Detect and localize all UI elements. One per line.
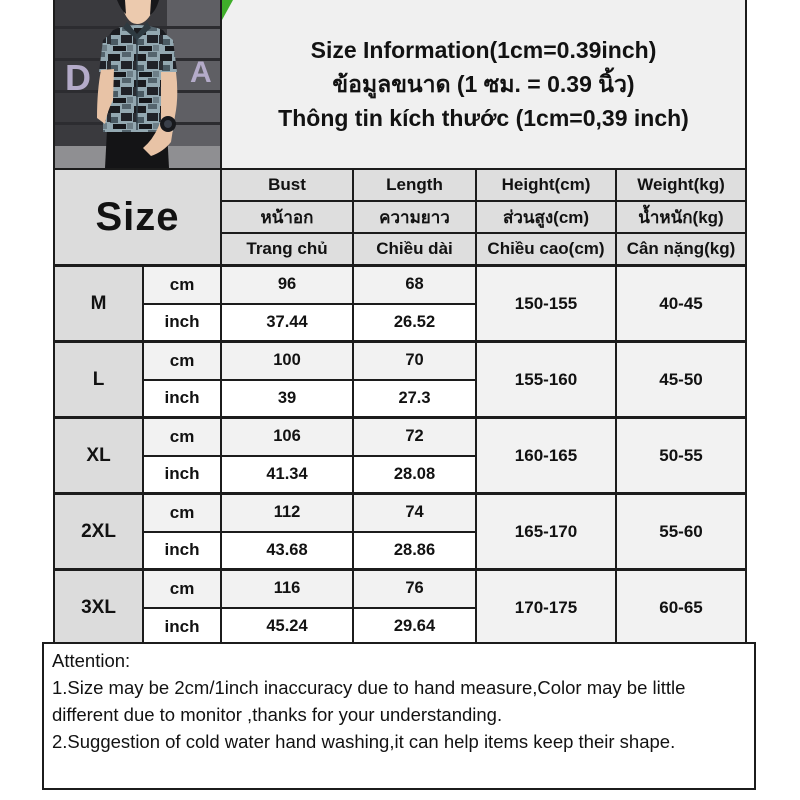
xl-bust-cm: 106 [221,418,353,456]
3xl-bust-cm: 116 [221,570,353,608]
backdrop-letter-left: D [65,57,91,98]
size-information-table [53,0,747,647]
header-length-th: ความยาว [353,201,476,233]
size-label-m: M [54,266,143,342]
2xl-bust-cm: 112 [221,494,353,532]
xl-unit-cm: cm [143,418,221,456]
m-height-range: 150-155 [476,266,616,342]
l-length-cm: 70 [353,342,476,380]
2xl-weight-range: 55-60 [616,494,746,570]
header-bust-en: Bust [221,169,353,201]
header-weight-en: Weight(kg) [616,169,746,201]
2xl-height-range: 165-170 [476,494,616,570]
header-bust-th: หน้าอก [221,201,353,233]
xl-length-inch: 28.08 [353,456,476,494]
xl-unit-inch: inch [143,456,221,494]
2xl-unit-inch: inch [143,532,221,570]
attention-note-2: 2.Suggestion of cold water hand washing,it can help items keep their shape. [52,731,676,752]
xl-weight-range: 50-55 [616,418,746,494]
header-weight-vi: Cân nặng(kg) [616,233,746,266]
2xl-bust-inch: 43.68 [221,532,353,570]
xl-length-cm: 72 [353,418,476,456]
l-bust-cm: 100 [221,342,353,380]
title-thai: ข้อมูลขนาด (1 ซม. = 0.39 นิ้ว) [332,71,635,97]
l-unit-cm: cm [143,342,221,380]
size-info-title-block [221,0,746,169]
l-unit-inch: inch [143,380,221,418]
header-height-en: Height(cm) [476,169,616,201]
backdrop-letter-right: A [190,56,212,89]
header-bust-vi: Trang chủ [221,233,353,266]
size-label-xl: XL [54,418,143,494]
model-photo-illustration [55,0,220,168]
3xl-unit-cm: cm [143,570,221,608]
m-length-cm: 68 [353,266,476,304]
attention-heading: Attention: [52,650,131,671]
product-photo [54,0,221,169]
xl-height-range: 160-165 [476,418,616,494]
m-unit-inch: inch [143,304,221,342]
header-height-vi: Chiều cao(cm) [476,233,616,266]
3xl-unit-inch: inch [143,608,221,646]
m-weight-range: 40-45 [616,266,746,342]
attention-note-1: 1.Size may be 2cm/1inch inaccuracy due to hand measure,Color may be little different due to monitor ,thanks for your understanding. [52,677,686,725]
header-length-en: Length [353,169,476,201]
header-length-vi: Chiều dài [353,233,476,266]
title-vietnamese: Thông tin kích thước (1cm=0,39 inch) [278,105,689,131]
l-weight-range: 45-50 [616,342,746,418]
2xl-length-cm: 74 [353,494,476,532]
2xl-unit-cm: cm [143,494,221,532]
header-weight-th: น้ำหนัก(kg) [616,201,746,233]
size-label-3xl: 3XL [54,570,143,646]
m-bust-inch: 37.44 [221,304,353,342]
3xl-length-cm: 76 [353,570,476,608]
3xl-weight-range: 60-65 [616,570,746,646]
title-english: Size Information(1cm=0.39inch) [310,37,657,63]
size-label-l: L [54,342,143,418]
attention-notes-box [42,642,756,790]
m-length-inch: 26.52 [353,304,476,342]
l-bust-inch: 39 [221,380,353,418]
green-corner-accent [222,0,233,20]
xl-bust-inch: 41.34 [221,456,353,494]
size-label-2xl: 2XL [54,494,143,570]
3xl-bust-inch: 45.24 [221,608,353,646]
l-height-range: 155-160 [476,342,616,418]
m-bust-cm: 96 [221,266,353,304]
3xl-length-inch: 29.64 [353,608,476,646]
3xl-height-range: 170-175 [476,570,616,646]
size-corner-label: Size [54,169,221,266]
2xl-length-inch: 28.86 [353,532,476,570]
l-length-inch: 27.3 [353,380,476,418]
header-height-th: ส่วนสูง(cm) [476,201,616,233]
m-unit-cm: cm [143,266,221,304]
